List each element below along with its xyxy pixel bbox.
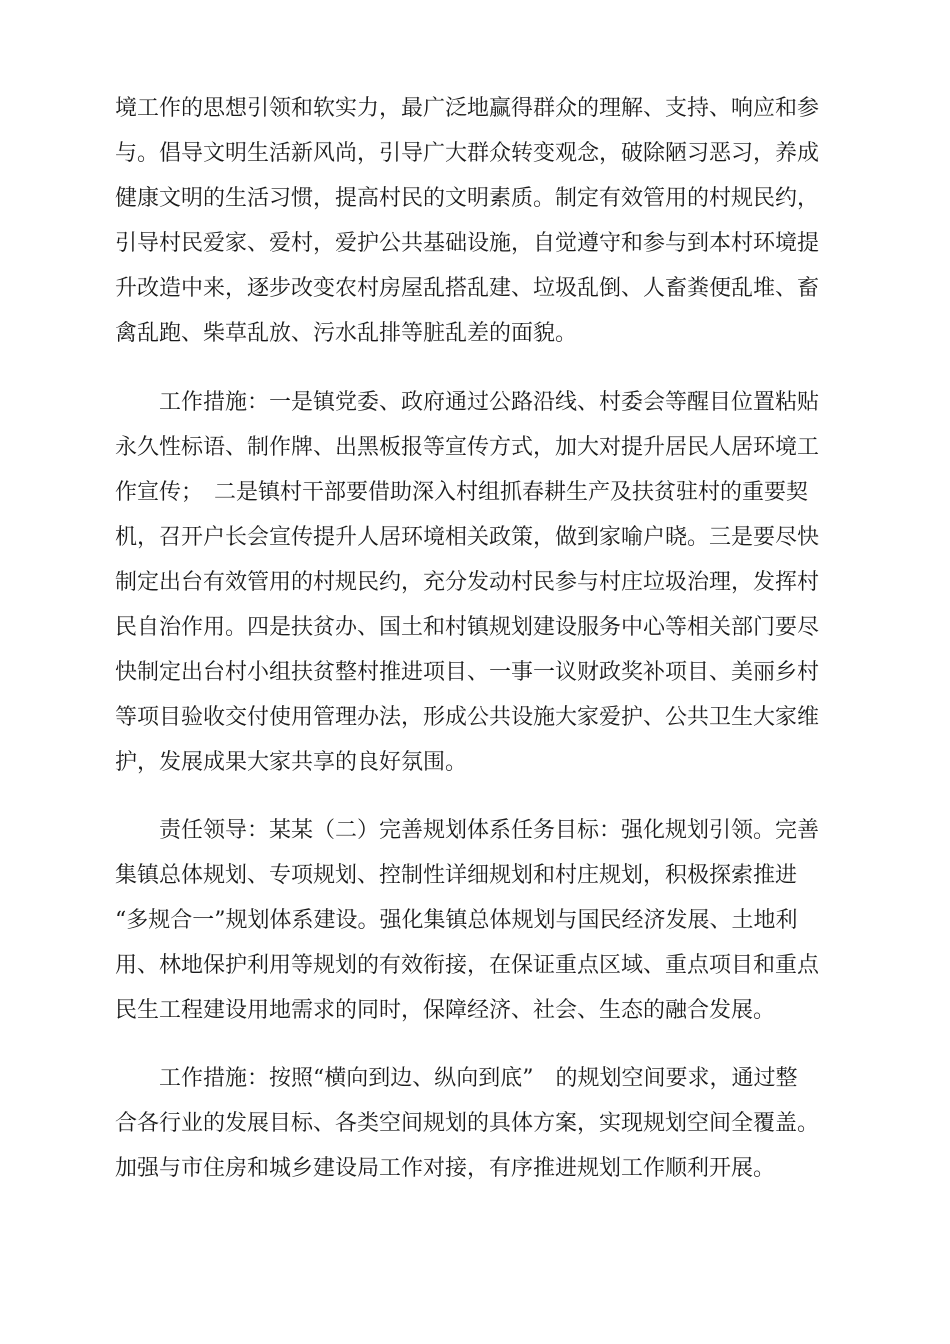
text-line: 民生工程建设用地需求的同时，保障经济、社会、生态的融合发展。 [115,998,776,1023]
text-line: 工作措施：按照“横向到边、纵向到底” 的规划空间要求，通过整 [115,1066,798,1091]
text-line: 升改造中来，逐步改变农村房屋乱搭乱建、垃圾乱倒、人畜粪便乱堆、畜 [115,276,820,301]
paragraph-2 [115,380,835,785]
text-line: 等项目验收交付使用管理办法，形成公共设施大家爱护、公共卫生大家维 [115,705,820,730]
text-line: 永久性标语、制作牌、出黑板报等宣传方式，加大对提升居民人居环境工 [115,435,820,460]
text-line: 作宣传； 二是镇村干部要借助深入村组抓春耕生产及扶贫驻村的重要契 [115,480,809,505]
text-line: 境工作的思想引领和软实力，最广泛地赢得群众的理解、支持、响应和参 [115,96,820,121]
text-line: 加强与市住房和城乡建设局工作对接，有序推进规划工作顺利开展。 [115,1156,776,1181]
text-line: 工作措施：一是镇党委、政府通过公路沿线、村委会等醒目位置粘贴 [115,390,820,415]
text-line: 快制定出台村小组扶贫整村推进项目、一事一议财政奖补项目、美丽乡村 [115,660,820,685]
text-line: 机，召开户长会宣传提升人居环境相关政策，做到家喻户晓。三是要尽快 [115,525,820,550]
paragraph-3 [115,808,835,1033]
paragraph-1 [115,86,835,356]
text-line: 与。倡导文明生活新风尚，引导广大群众转变观念，破除陋习恶习，养成 [115,141,820,166]
paragraph-spacer [115,356,835,380]
text-line: 制定出台有效管用的村规民约，充分发动村民参与村庄垃圾治理，发挥村 [115,570,820,595]
text-line: 用、林地保护利用等规划的有效衔接，在保证重点区域、重点项目和重点 [115,953,820,978]
document-body [115,86,835,1191]
text-line: 引导村民爱家、爱村，爱护公共基础设施，自觉遵守和参与到本村环境提 [115,231,820,256]
text-line: 集镇总体规划、专项规划、控制性详细规划和村庄规划，积极探索推进 [115,863,798,888]
paragraph-4 [115,1056,835,1191]
paragraph-spacer [115,785,835,808]
text-line: 民自治作用。四是扶贫办、国土和村镇规划建设服务中心等相关部门要尽 [115,615,820,640]
text-line: 合各行业的发展目标、各类空间规划的具体方案，实现规划空间全覆盖。 [115,1111,820,1136]
text-line: 护，发展成果大家共享的良好氛围。 [115,750,468,775]
paragraph-spacer [115,1033,835,1056]
text-line: “多规合一”规划体系建设。强化集镇总体规划与国民经济发展、土地利 [115,908,798,933]
text-line: 禽乱跑、柴草乱放、污水乱排等脏乱差的面貌。 [115,321,578,346]
text-line: 责任领导：某某（二）完善规划体系任务目标：强化规划引领。完善 [115,818,820,843]
text-line: 健康文明的生活习惯，提高村民的文明素质。制定有效管用的村规民约， [115,186,820,211]
